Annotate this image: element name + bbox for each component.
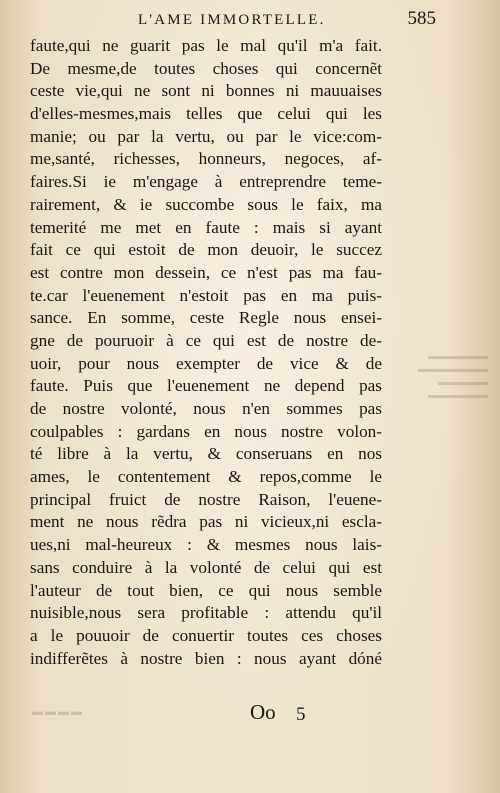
text-line: rairement, & ie succombe sous le faix, ma bbox=[30, 194, 382, 214]
text-line: ues,ni mal-heureux : & mesmes nous lais- bbox=[30, 535, 382, 555]
text-line: De mesme,de toutes choses qui concernẽt bbox=[30, 58, 382, 78]
text-line: faute,qui ne guarit pas le mal qu'il m'a fait. bbox=[30, 36, 382, 55]
text-line: sans conduire à la volonté de celui qui est bbox=[30, 557, 382, 577]
signature-mark: Oo bbox=[250, 700, 276, 724]
body-text bbox=[30, 35, 382, 670]
page-number: 585 bbox=[407, 8, 436, 29]
text-line: coulpables : gardans en nous nostre volon- bbox=[30, 421, 382, 441]
catchword: 5 bbox=[296, 704, 306, 725]
text-line: est contre mon dessein, ce n'est pas ma fau- bbox=[30, 262, 382, 282]
text-line: faires.Si ie m'engage à entreprendre teme- bbox=[30, 172, 382, 192]
text-line: l'auteur de tout bien, ce qui nous semble bbox=[30, 580, 382, 600]
text-line: ames, le contentement & repos,comme le bbox=[30, 467, 382, 487]
text-line: uoir, pour nous exempter de vice & de bbox=[30, 353, 382, 373]
show-through-catchword: ▬▬▬▬ bbox=[30, 706, 82, 718]
text-line: ceste vie,qui ne sont ni bonnes ni mauuaises bbox=[30, 81, 382, 101]
text-line: nuisible,nous sera profitable : attendu qu'il bbox=[30, 603, 382, 623]
text-line: temerité me met en faute : mais si ayant bbox=[30, 217, 382, 237]
text-line: principal fruict de nostre Raison, l'euene- bbox=[30, 489, 382, 509]
text-line: té libre à la vertu, & conseruans en nos bbox=[30, 444, 382, 464]
text-line: faute. Puis que l'euenement ne depend pas bbox=[30, 376, 382, 396]
text-line: ment ne nous rẽdra pas ni vicieux,ni escla- bbox=[30, 512, 382, 532]
text-line: me,santé, richesses, honneurs, negoces, af- bbox=[30, 149, 382, 169]
text-line: a le pouuoir de conuertir toutes ces choses bbox=[30, 625, 382, 645]
running-head: L'AME IMMORTELLE. bbox=[138, 12, 326, 28]
text-line: sance. En somme, ceste Regle nous ensei- bbox=[30, 308, 382, 328]
text-line: gne de pouruoir à ce qui est de nostre de- bbox=[30, 330, 382, 350]
text-line: te.car l'euenement n'estoit pas en ma puis- bbox=[30, 285, 382, 305]
text-line: fait ce qui estoit de mon deuoir, le succez bbox=[30, 240, 382, 260]
show-through-marginal-note: ▬▬▬▬▬▬ ▬▬▬▬▬▬▬ ▬▬▬▬▬ ▬▬▬▬▬▬ bbox=[418, 351, 488, 401]
page-header bbox=[78, 4, 438, 34]
text-line: manie; ou par la vertu, ou par le vice:com- bbox=[30, 126, 382, 146]
text-line: de nostre volonté, nous n'en sommes pas bbox=[30, 399, 382, 418]
text-line: d'elles-mesmes,mais telles que celui qui les bbox=[30, 104, 382, 124]
text-line: indifferẽtes à nostre bien : nous ayant dóné bbox=[30, 648, 382, 668]
